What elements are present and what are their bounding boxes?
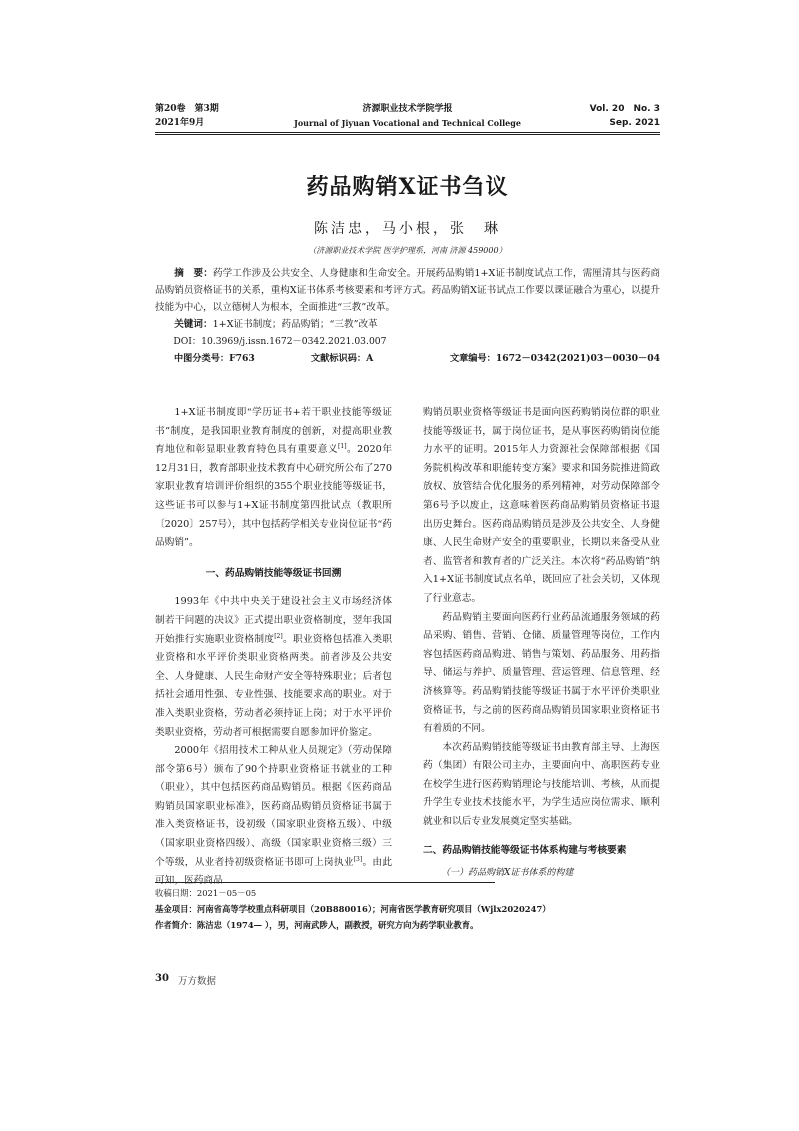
author-bio: 作者简介：陈洁忠（1974— ），男，河南武陟人，副教授，研究方向为药学职业教育。 xyxy=(155,920,479,930)
footnote-rule xyxy=(155,882,495,883)
fund-info: 基金项目：河南省高等学校重点科研项目（20B880016）；河南省医学教育研究项目（Wjlx2020247） xyxy=(155,904,551,914)
section-heading-2: 二、药品购销技能等级证书体系构建与考核要素 xyxy=(423,844,627,856)
header-date-cn: 2021年9月 xyxy=(155,118,205,128)
abstract-text: 药学工作涉及公共安全、人身健康和生命安全。开展药品购销1+X证书制度试点工作，需厘清其与医药商品购销员资格证书的关系，重构X证书体系考核要素和考评方式。药品购销X证书试点工作要以课证融合为重心，以提升技能为中心，以立德树人为根本，全面推进“三教”改革。 xyxy=(155,268,661,313)
subsection-heading: （一）药品购销X证书体系的构建 xyxy=(441,868,574,879)
abstract-label: 摘 要： xyxy=(174,268,213,279)
header-rule xyxy=(155,132,660,133)
text-span: 。职业资格包括准入类职业资格和水平评价类职业资格两类。前者涉及公共安全、人身健康、人民生命财产安全等特殊职业；后者包括社会通用性强、专业性强、技能要求高的职业。对于准入类职业资格，劳动者必须持证上岗；对于水平评价类职业资格，劳动者可根据需要自愿参加评价鉴定。 xyxy=(155,633,393,738)
header-rule-thin xyxy=(155,134,660,135)
article-affiliation: （济源职业技术学院 医学护理系，河南 济源 459000） xyxy=(308,246,507,255)
header-journal-cn: 济源职业技术学院学报 xyxy=(362,104,453,114)
section-heading-1: 一、药品购销技能等级证书回溯 xyxy=(205,567,342,579)
classification-row xyxy=(155,350,660,367)
citation: [3] xyxy=(353,855,363,863)
paragraph xyxy=(155,742,392,891)
body-right-column xyxy=(423,404,660,883)
keywords xyxy=(155,316,660,333)
header-date-en: Sep. 2021 xyxy=(609,118,660,128)
paragraph xyxy=(155,593,392,742)
page-number: 30 xyxy=(155,973,169,984)
watermark: 万方数据 xyxy=(178,976,217,987)
clc-number: 中图分类号：F763 xyxy=(174,353,255,364)
body-left-column xyxy=(155,404,392,891)
text-span: 2000年《招用技术工种从业人员规定》（劳动保障部令第6号）颁布了90个持职业资格证书就业的工种（职业），其中包括医药商品购销员。根据《医药商品购销员国家职业标准》，医药商品购销员资格证书属于准入类资格证书，设初级（国家职业资格五级）、中级（国家职业资格四级）、高级（国家职业资格三级）三个等级，从业者持初级资格证书即可上岗执业 xyxy=(155,745,392,868)
citation: [2] xyxy=(274,632,283,640)
article-title: 药品购销X证书刍议 xyxy=(306,174,509,200)
keywords-label: 关键词： xyxy=(174,319,213,330)
keywords-text: 1+X证书制度；药品购销；“三教”改革 xyxy=(212,319,378,330)
header-journal-en: Journal of Jiyuan Vocational and Technical College xyxy=(294,118,521,128)
text-span: 1993年《中共中央关于建设社会主义市场经济体制若干问题的决议》正式提出职业资格制度，翌年我国开始推行实施职业资格制度 xyxy=(155,596,392,645)
text-span: 1+X证书制度即“学历证书+若干职业技能等级证书”制度，是我国职业教育制度的创新，对提高职业教育地位和彰显职业教育特色具有重要意义 xyxy=(155,407,392,456)
doi: DOI：10.3969/j.issn.1672－0342.2021.03.007 xyxy=(173,336,387,347)
abstract-block xyxy=(155,265,660,367)
text-span: 。2020年12月31日，教育部职业技术教育中心研究所公布了270家职业教育培训评价组织的355个职业技能等级证书，这些证书可以参与1+X证书制度第四批试点（教职所〔2020〕257号），其中包括药学相关专业岗位证书“药品购销”。 xyxy=(155,444,393,549)
citation: [1] xyxy=(338,443,347,451)
header-volume-cn: 第20卷 第3期 xyxy=(155,104,219,114)
document-code: 文献标识码：A xyxy=(311,353,374,364)
article-authors: 陈洁忠，马小根，张 琳 xyxy=(314,221,501,237)
paragraph: 本次药品购销技能等级证书由教育部主导、上海医药（集团）有限公司主办，主要面向中、高职医药专业在校学生进行医药购销理论与技能培训、考核，从而提升学生专业技术技能水平，为学生适应岗位需求、顺利就业和以后专业发展奠定坚实基础。 xyxy=(423,741,660,828)
paragraph: 购销员职业资格等级证书是面向医药购销岗位群的职业技能等级证书，属于岗位证书，是从事医药购销岗位能力水平的证明。2015年人力资源社会保障部根据《国务院机构改革和职能转变方案》要求和国务院推进简政放权、放管结合优化服务的系列精神，对劳动保障部令第6号予以废止，这意味着医药商品购销员资格证书退出历史舞台。医药商品购销员是涉及公共安全、人身健康、人民生命财产安全的重要职业，长期以来备受从业者、监管者和教育者的广泛关注。本次将“药品购销”纳入1+X证书制度试点名单，既回应了社会关切，又体现了行业意志。 xyxy=(423,407,660,604)
article-number: 文章编号：1672－0342(2021)03－0030－04 xyxy=(449,353,660,364)
paragraph: 药品购销主要面向医药行业药品流通服务领域的药品采购、销售、营销、仓储、质量管理等岗位，工作内容包括医药商品购进、销售与策划、药品服务、用药指导、储运与养护、质量管理、营运管理、信息管理、经济核算等。药品购销技能等级证书属于水平评价类职业资格证书，与之前的医药商品购销员国家职业资格证书有着质的不同。 xyxy=(423,611,660,735)
header-volume-en: Vol. 20 No. 3 xyxy=(589,104,660,114)
text-span: 。由此可知，医药商品 xyxy=(155,856,393,887)
abstract xyxy=(155,265,660,316)
received-date: 收稿日期：2021－05－05 xyxy=(155,888,257,898)
paragraph xyxy=(155,404,392,553)
